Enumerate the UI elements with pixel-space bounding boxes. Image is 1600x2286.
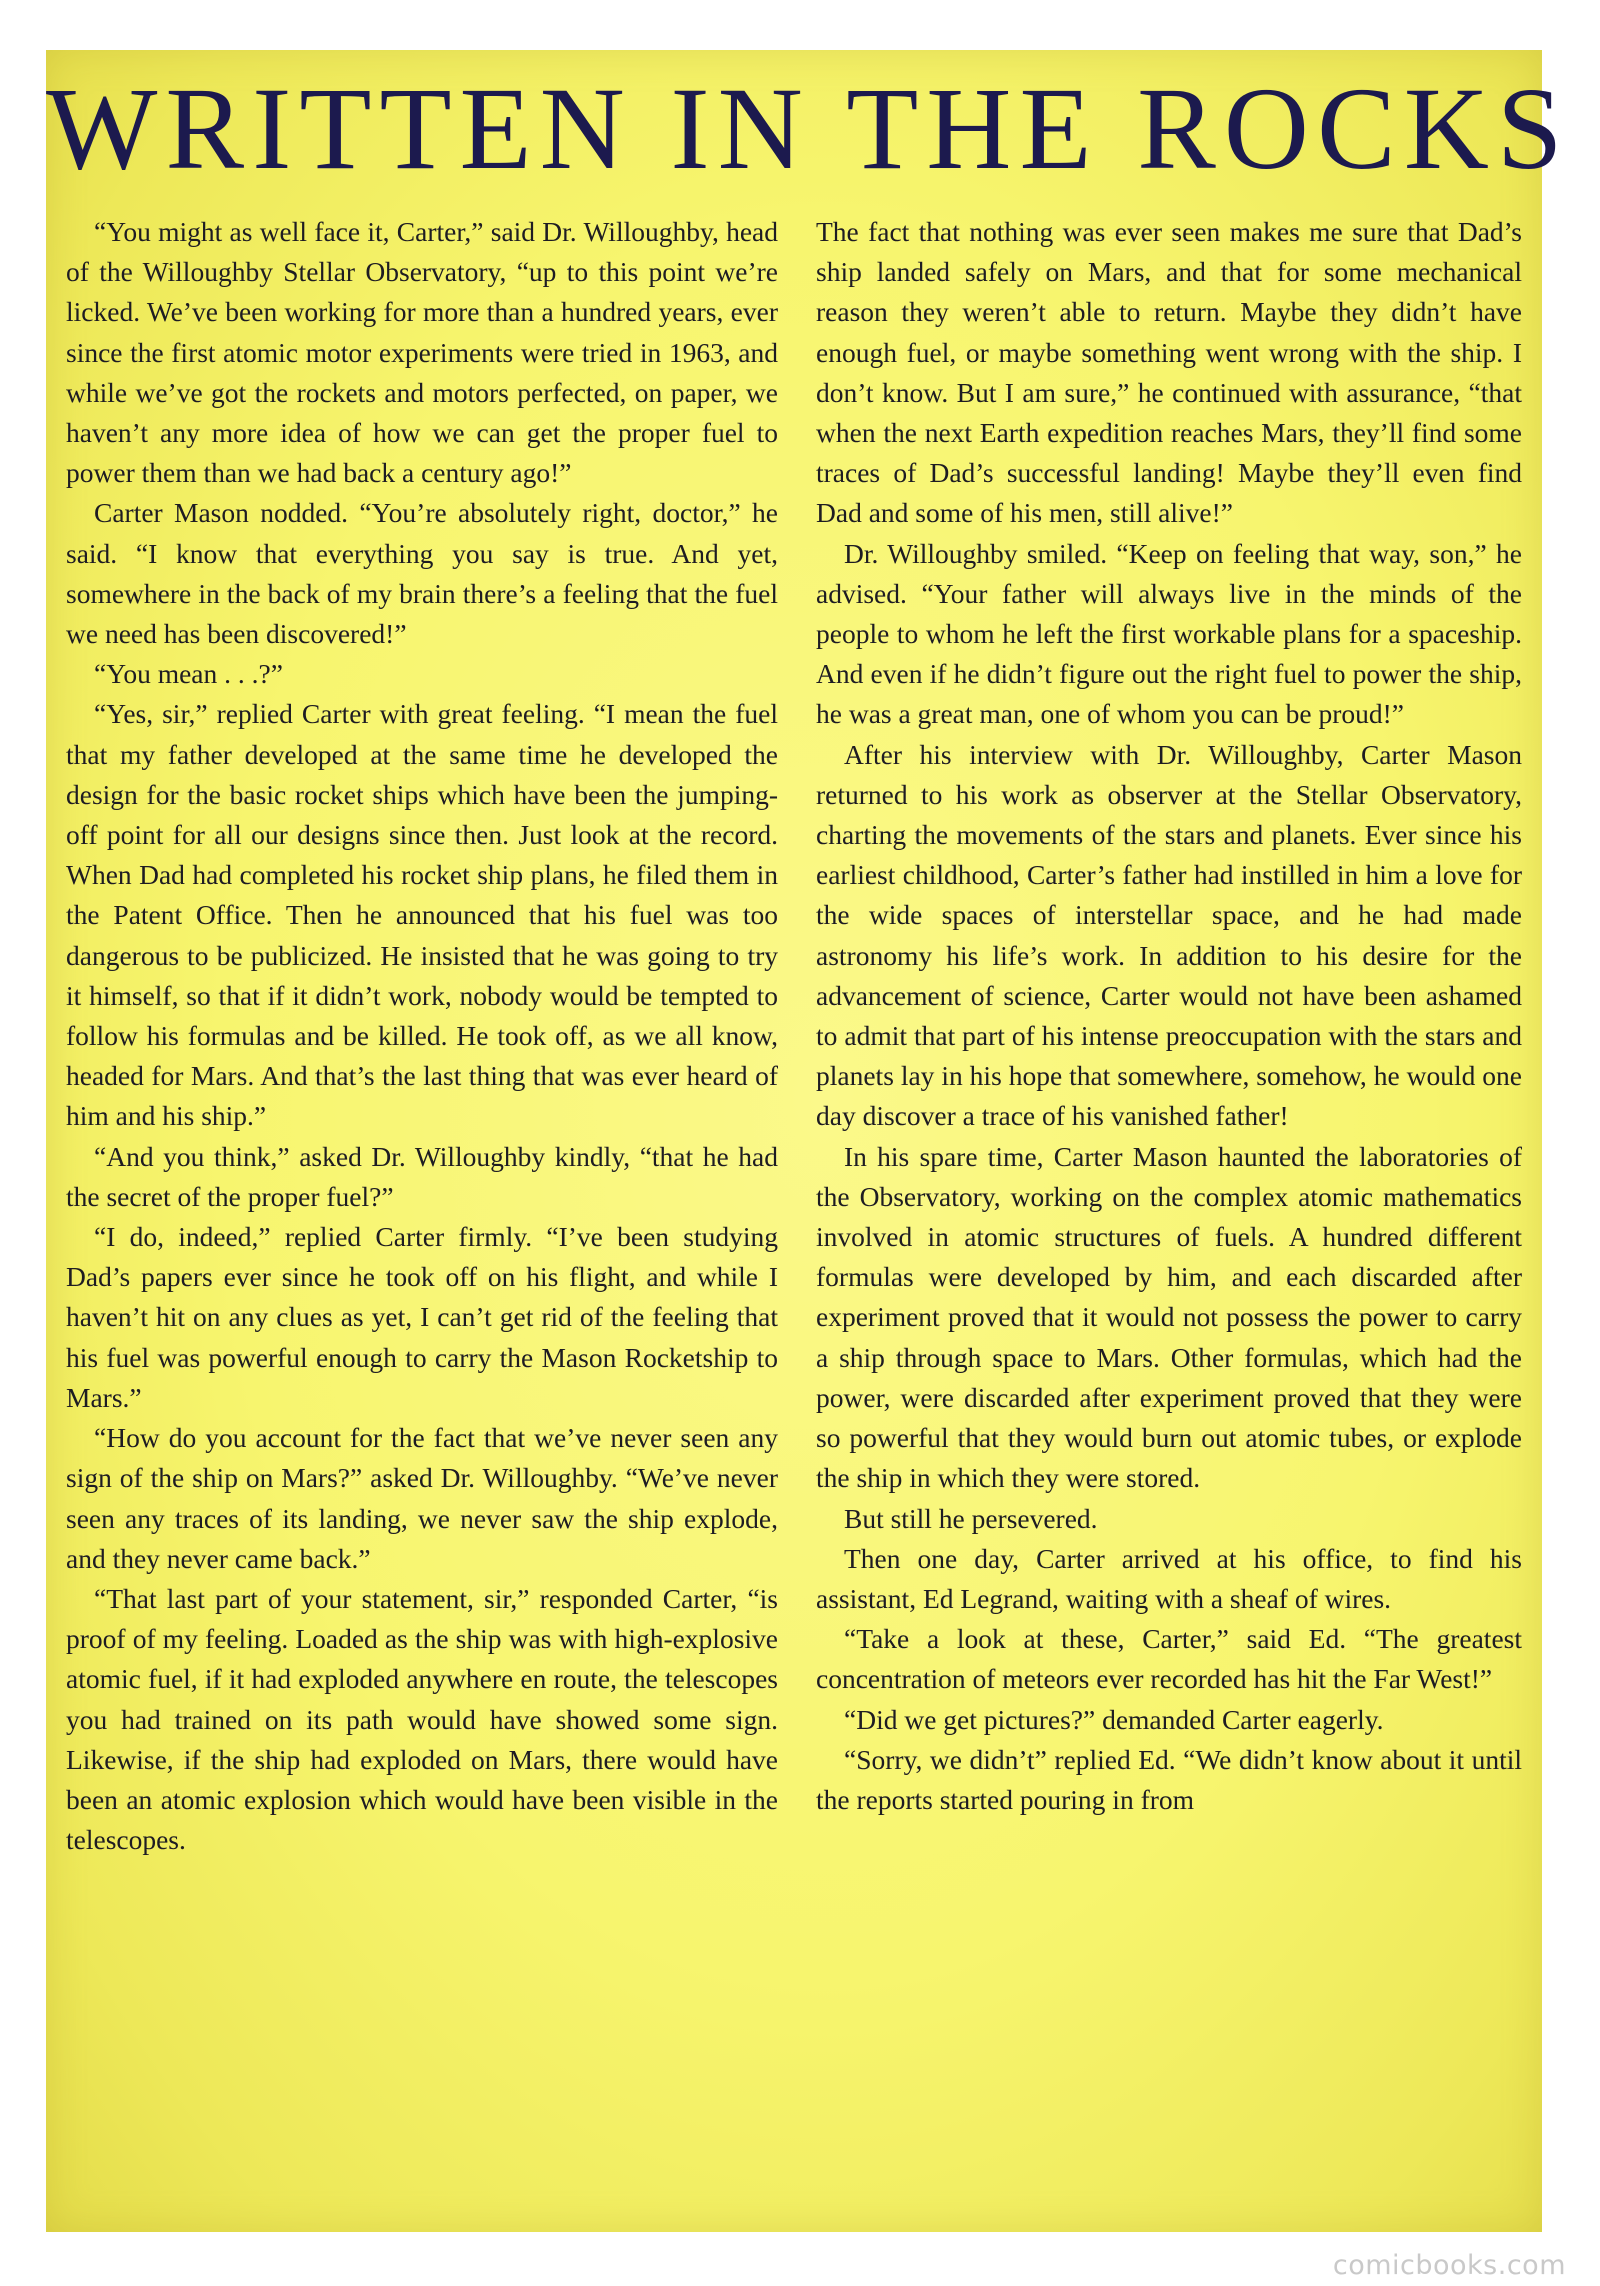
paragraph: “That last part of your statement, sir,” responded Carter, “is proof of my feeling. Loaded as the ship was with high-explosive atomic fuel, if it had exploded anywhere en route, the telescopes you had trained on its path would have showed some sign. Likewise, if the ship had exploded on Mars, there would have been an atomic explosion which would have been visible in the telescopes. xyxy=(66,1582,778,1856)
paragraph: After his interview with Dr. Willoughby, Carter Mason returned to his work as observer at the Stellar Observatory, charting the movements of the stars and planets. Ever since his earliest childhood, Carter’s father had instilled in him a love for the wide spaces of interstellar space, and he had made astronomy his life’s work. In addition to his desire for the advancement of science, Carter would not have been ashamed to admit that part of his intense preoccupation with the stars and planets lay in his hope that somewhere, somehow, he would one day discover a trace of his vanished father! xyxy=(816,738,1522,1132)
paragraph: “You might as well face it, Carter,” said Dr. Willoughby, head of the Willoughby Stellar Observatory, “up to this point we’re licked. We’ve been working for more than a hundred years, ever since the first atomic motor experiments were tried in 1963, and while we’ve got the rockets and motors perfected, on paper, we haven’t any more idea of how we can get the proper fuel to power them than we had back a century ago!” xyxy=(66,216,778,489)
paragraph: “You mean . . .?” xyxy=(94,658,283,690)
paragraph: Carter Mason nodded. “You’re absolutely right, doctor,” he said. “I know that everything you say is true. And yet, somewhere in the back of my brain there’s a feeling that the fuel we need has been discovered!” xyxy=(66,497,778,650)
story-page xyxy=(46,50,1571,2232)
paragraph: “Did we get pictures?” demanded Carter eagerly. xyxy=(844,1703,1384,1735)
paragraph: “And you think,” asked Dr. Willoughby kindly, “that he had the secret of the proper fuel?” xyxy=(66,1140,778,1212)
text-column-right xyxy=(816,212,1522,2192)
site-watermark: comicbooks.com xyxy=(1332,2250,1566,2281)
paragraph: “Take a look at these, Carter,” said Ed. “The greatest concentration of meteors ever recorded has hit the Far West!” xyxy=(816,1623,1522,1695)
paragraph: Then one day, Carter arrived at his office, to find his assistant, Ed Legrand, waiting with a sheaf of wires. xyxy=(816,1542,1522,1614)
paragraph: “I do, indeed,” replied Carter firmly. “I’ve been studying Dad’s papers ever since he took off on his flight, and while I haven’t hit on any clues as yet, I can’t get rid of the feeling that his fuel was powerful enough to carry the Mason Rocketship to Mars.” xyxy=(66,1221,778,1413)
paragraph: But still he persevered. xyxy=(844,1502,1098,1534)
paragraph: Dr. Willoughby smiled. “Keep on feeling that way, son,” he advised. “Your father will always live in the minds of the people to whom he left the first workable plans for a spaceship. And even if he didn’t figure out the right fuel to power the ship, he was a great man, one of whom you can be proud!” xyxy=(816,537,1522,730)
paragraph: “How do you account for the fact that we’ve never seen any sign of the ship on Mars?” asked Dr. Willoughby. “We’ve never seen any traces of its landing, we never saw the ship explode, and they never came back.” xyxy=(66,1422,778,1574)
paragraph: “Sorry, we didn’t” replied Ed. “We didn’t know about it until the reports started pouring in from xyxy=(816,1743,1522,1815)
paragraph-continued: The fact that nothing was ever seen makes me sure that Dad’s ship landed safely on Mars, and that for some mechanical reason they weren’t able to return. Maybe they didn’t have enough fuel, or maybe something went wrong with the ship. I don’t know. But I am sure,” he continued with assurance, “that when the next Earth expedition reaches Mars, they’ll find some traces of Dad’s successful landing! Maybe they’ll even find Dad and some of his men, still alive!” xyxy=(816,216,1522,529)
text-column-left xyxy=(66,212,778,2192)
paragraph: “Yes, sir,” replied Carter with great feeling. “I mean the fuel that my father developed at the same time he developed the design for the basic rocket ships which have been the jumping-off point for all our designs since then. Just look at the record. When Dad had completed his rocket ship plans, he filed them in the Patent Office. Then he announced that his fuel was too dangerous to be publicized. He insisted that he was going to try it himself, so that if it didn’t work, nobody would be tempted to follow his formulas and be killed. He took off, as we all know, headed for Mars. And that’s the last thing that was ever heard of him and his ship.” xyxy=(66,698,778,1132)
story-title: WRITTEN IN THE ROCKS xyxy=(46,63,1571,194)
paragraph: In his spare time, Carter Mason haunted the laboratories of the Observatory, working on the complex atomic mathematics involved in atomic structures of fuels. A hundred different formulas were developed by him, and each discarded after experiment proved that it would not possess the power to carry a ship through space to Mars. Other formulas, which had the power, were discarded after experiment proved that they were so powerful that they would burn out atomic tubes, or explode the ship in which they were stored. xyxy=(816,1140,1522,1494)
